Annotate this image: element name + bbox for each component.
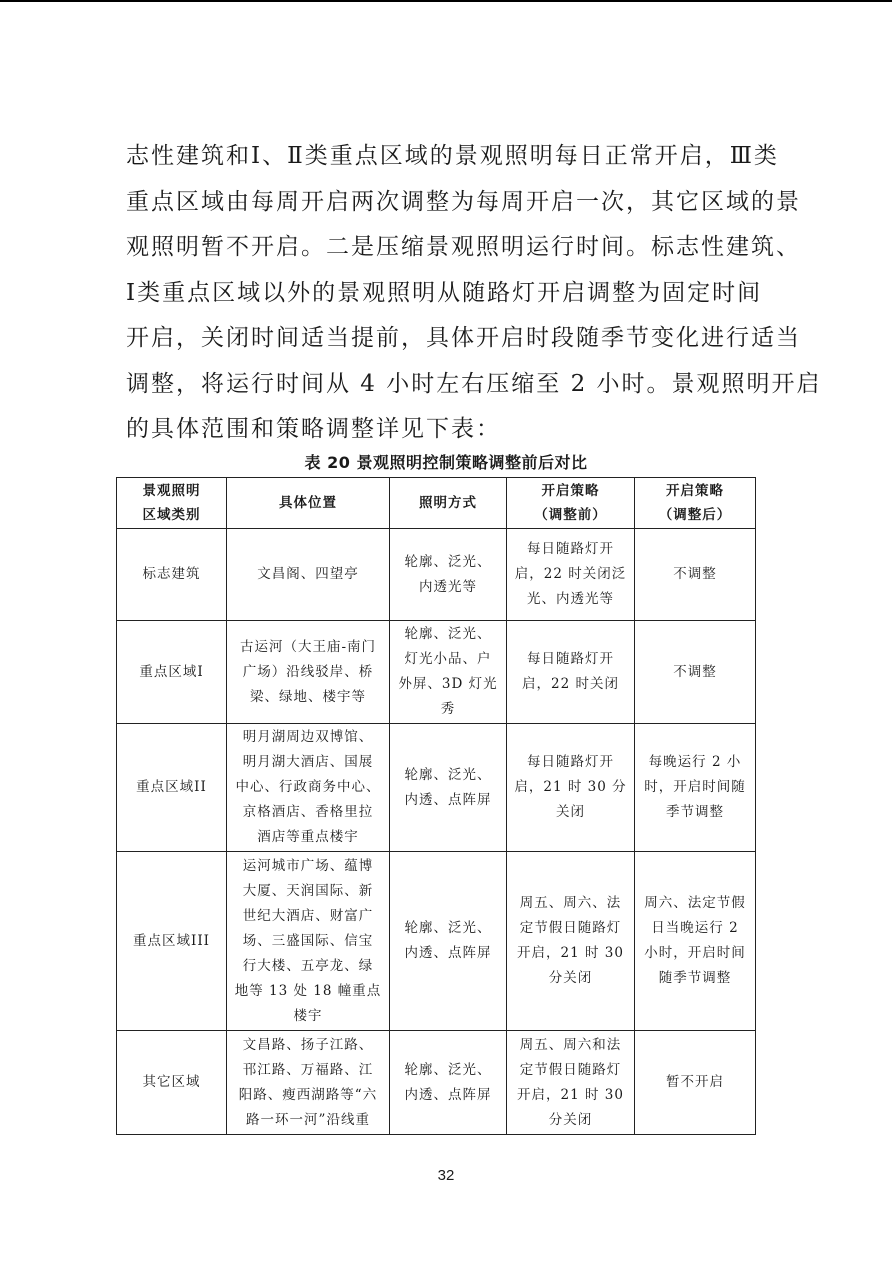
- table-row: [117, 724, 756, 852]
- cell-category: 标志建筑: [117, 529, 227, 621]
- cell-method: 轮廓、泛光、 灯光小品、户 外屏、3D 灯光 秀: [390, 621, 507, 724]
- cell-category: 重点区域II: [117, 724, 227, 852]
- table-row: [117, 529, 756, 621]
- cell-after: 暂不开启: [635, 1031, 756, 1135]
- paragraph-line: 的具体范围和策略调整详见下表：: [126, 416, 501, 442]
- body-paragraph: [126, 134, 822, 453]
- table-header-row: [117, 478, 756, 529]
- header-before: 开启策略 （调整前）: [507, 478, 635, 529]
- cell-after: 不调整: [635, 529, 756, 621]
- cell-location: 运河城市广场、蕴博 大厦、天润国际、新 世纪大酒店、财富广 场、三盛国际、信宝 行大楼、五亭龙、绿 地等 13 处 18 幢重点 楼宇: [227, 852, 390, 1031]
- cell-before: 每日随路灯开 启，22 时关闭: [507, 621, 635, 724]
- header-after: 开启策略 （调整后）: [635, 478, 756, 529]
- paragraph-line: Ⅰ类重点区域以外的景观照明从随路灯开启调整为固定时间: [126, 279, 763, 306]
- cell-before: 周五、周六、法 定节假日随路灯 开启，21 时 30 分关闭: [507, 852, 635, 1031]
- cell-method: 轮廓、泛光、 内透光等: [390, 529, 507, 621]
- cell-location: 古运河（大王庙-南门 广场）沿线驳岸、桥 梁、绿地、楼宇等: [227, 621, 390, 724]
- cell-category: 重点区域I: [117, 621, 227, 724]
- cell-before: 周五、周六和法 定节假日随路灯 开启，21 时 30 分关闭: [507, 1031, 635, 1135]
- cell-category: 重点区域III: [117, 852, 227, 1031]
- table-row: [117, 852, 756, 1031]
- page-top-border: [0, 0, 892, 2]
- table-row: [117, 621, 756, 724]
- header-method: 照明方式: [390, 478, 507, 529]
- paragraph-line: 志性建筑和Ⅰ、Ⅱ类重点区域的景观照明每日正常开启，Ⅲ类: [126, 143, 779, 169]
- cell-location: 文昌路、扬子江路、 邗江路、万福路、江 阳路、瘦西湖路等“六 路一环一河”沿线重: [227, 1031, 390, 1135]
- header-location: 具体位置: [227, 478, 390, 529]
- cell-method: 轮廓、泛光、 内透、点阵屏: [390, 852, 507, 1031]
- paragraph-line: 观照明暂不开启。二是压缩景观照明运行时间。标志性建筑、: [126, 234, 801, 260]
- cell-before: 每日随路灯开 启，21 时 30 分 关闭: [507, 724, 635, 852]
- paragraph-line: 调整，将运行时间从 4 小时左右压缩至 2 小时。景观照明开启: [126, 370, 822, 397]
- cell-after: 每晚运行 2 小 时，开启时间随 季节调整: [635, 724, 756, 852]
- cell-method: 轮廓、泛光、 内透、点阵屏: [390, 724, 507, 852]
- cell-before: 每日随路灯开 启，22 时关闭泛 光、内透光等: [507, 529, 635, 621]
- cell-method: 轮廓、泛光、 内透、点阵屏: [390, 1031, 507, 1135]
- cell-category: 其它区域: [117, 1031, 227, 1135]
- cell-after: 不调整: [635, 621, 756, 724]
- table-row: [117, 1031, 756, 1135]
- paragraph-line: 开启，关闭时间适当提前，具体开启时段随季节变化进行适当: [126, 325, 801, 351]
- cell-after: 周六、法定节假 日当晚运行 2 小时，开启时间 随季节调整: [635, 852, 756, 1031]
- paragraph-line: 重点区域由每周开启两次调整为每周开启一次，其它区域的景: [126, 188, 801, 215]
- cell-location: 明月湖周边双博馆、 明月湖大酒店、国展 中心、行政商务中心、 京格酒店、香格里拉 酒店等重点楼宇: [227, 724, 390, 852]
- header-category: 景观照明 区域类别: [117, 478, 227, 529]
- page-number: 32: [437, 1167, 455, 1184]
- cell-location: 文昌阁、四望亭: [227, 529, 390, 621]
- strategy-table: [116, 477, 756, 1135]
- table-caption: 表 20 景观照明控制策略调整前后对比: [304, 453, 588, 472]
